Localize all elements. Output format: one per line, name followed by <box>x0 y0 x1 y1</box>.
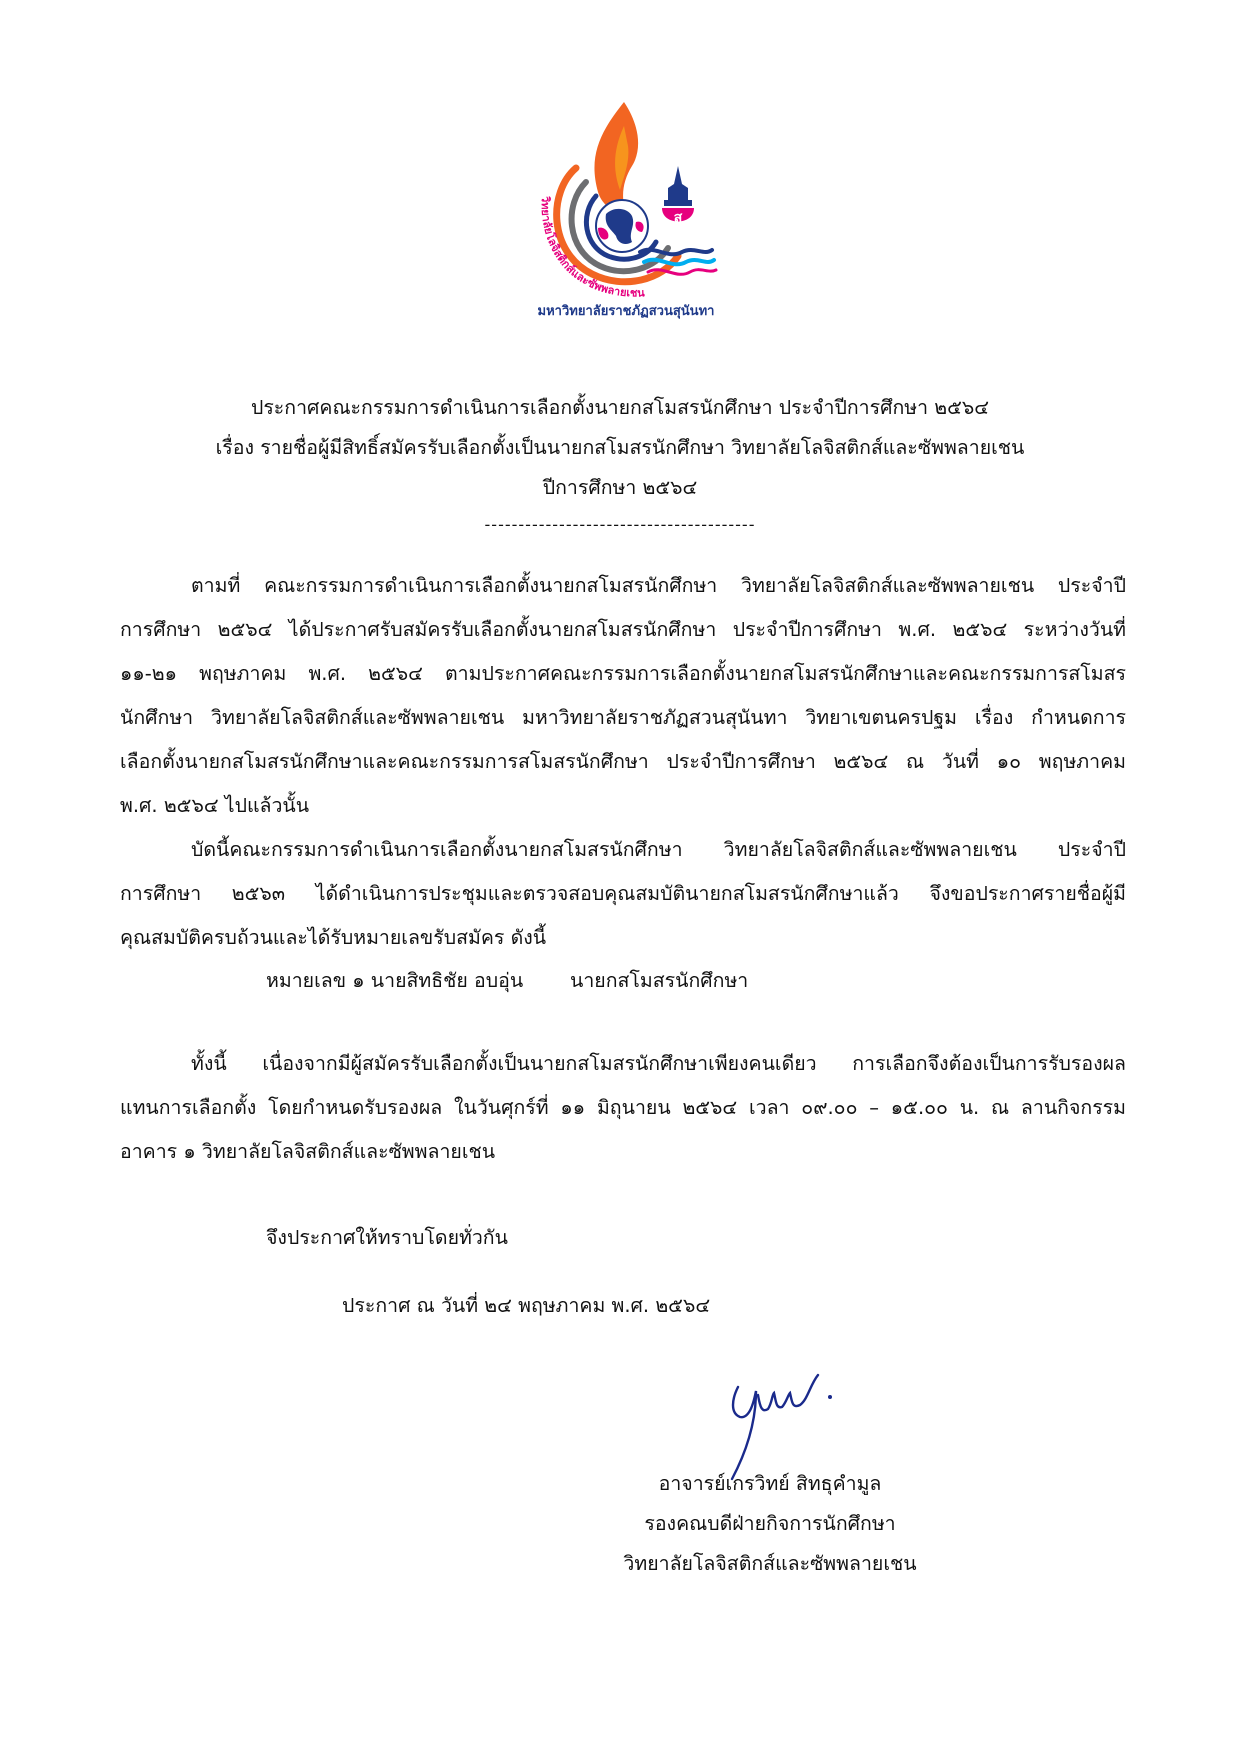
signatory-name: อาจารย์เกรวิทย์ สิทธุคำมูล <box>658 1472 882 1495</box>
signatory-title: รองคณบดีฝ่ายกิจการนักศึกษา <box>644 1512 896 1535</box>
signatory-organization: วิทยาลัยโลจิสติกส์และซัพพลายเชน <box>623 1552 917 1575</box>
paragraph-1-line: พ.ศ. ๒๕๖๔ ไปแล้วนั้น <box>120 794 310 817</box>
college-logo <box>528 96 728 326</box>
announcement-subject: เรื่อง รายชื่อผู้มีสิทธิ์สมัครรับเลือกตั้งเป็นนายกสโมสรนักศึกษา วิทยาลัยโลจิสติกส์และซัพพลายเชน <box>215 436 1025 459</box>
paragraph-2-line: คุณสมบัติครบถ้วนและได้รับหมายเลขรับสมัคร ดังนี้ <box>120 926 547 949</box>
emblem-icon <box>668 166 688 200</box>
paragraph-3-line: แทนการเลือกตั้ง โดยกำหนดรับรองผล ในวันศุกร์ที่ ๑๑ มิถุนายน ๒๕๖๔ เวลา ๐๙.๐๐ – ๑๕.๐๐ น. ณ ลานกิจกรรม <box>120 1096 1126 1119</box>
announcement-date: ประกาศ ณ วันที่ ๒๔ พฤษภาคม พ.ศ. ๒๕๖๔ <box>342 1294 711 1317</box>
announcement-title: ประกาศคณะกรรมการดำเนินการเลือกตั้งนายกสโมสรนักศึกษา ประจำปีการศึกษา ๒๕๖๔ <box>250 396 990 419</box>
paragraph-1-line: ๑๑-๒๑ พฤษภาคม พ.ศ. ๒๕๖๔ ตามประกาศคณะกรรมการเลือกตั้งนายกสโมสรนักศึกษาและคณะกรรมการสโมสร <box>120 662 1126 685</box>
title-separator: ---------------------------------------- <box>484 515 756 534</box>
closing-notice: จึงประกาศให้ทราบโดยทั่วกัน <box>266 1226 508 1249</box>
candidate-position: นายกสโมสรนักศึกษา <box>570 969 749 992</box>
svg-text:ส: ส <box>673 210 683 226</box>
paragraph-1-line: นักศึกษา วิทยาลัยโลจิสติกส์และซัพพลายเชน มหาวิทยาลัยราชภัฏสวนสุนันทา วิทยาเขตนครปฐม เรื่อง กำหนดการ <box>120 706 1126 729</box>
signature <box>710 1355 860 1485</box>
paragraph-1-line: เลือกตั้งนายกสโมสรนักศึกษาและคณะกรรมการสโมสรนักศึกษา ประจำปีการศึกษา ๒๕๖๔ ณ วันที่ ๑๐ พฤษภาคม <box>120 750 1126 773</box>
candidate-number-name: หมายเลข ๑ นายสิทธิชัย อบอุ่น <box>266 969 524 992</box>
logo-arc-text: วิทยาลัยโลจิสติกส์และซัพพลายเชน <box>538 195 645 300</box>
paragraph-1-line: ตามที่ คณะกรรมการดำเนินการเลือกตั้งนายกสโมสรนักศึกษา วิทยาลัยโลจิสติกส์และซัพพลายเชน ประจำปี <box>191 574 1126 597</box>
announcement-year: ปีการศึกษา ๒๕๖๔ <box>542 476 698 499</box>
paragraph-3-line: ทั้งนี้ เนื่องจากมีผู้สมัครรับเลือกตั้งเป็นนายกสโมสรนักศึกษาเพียงคนเดียว การเลือกจึงต้องเป็นการรับรองผล <box>191 1052 1126 1075</box>
paragraph-1-line: การศึกษา ๒๕๖๔ ได้ประกาศรับสมัครรับเลือกตั้งนายกสโมสรนักศึกษา ประจำปีการศึกษา พ.ศ. ๒๕๖๔ ระหว่างวันที่ <box>120 618 1126 641</box>
paragraph-2-line: บัดนี้คณะกรรมการดำเนินการเลือกตั้งนายกสโมสรนักศึกษา วิทยาลัยโลจิสติกส์และซัพพลายเชน ประจำปี <box>191 838 1126 861</box>
paragraph-2-line: การศึกษา ๒๕๖๓ ได้ดำเนินการประชุมและตรวจสอบคุณสมบัตินายกสโมสรนักศึกษาแล้ว จึงขอประกาศรายชื่อผู้มี <box>120 882 1126 905</box>
logo-caption: มหาวิทยาลัยราชภัฏสวนสุนันทา <box>537 304 715 319</box>
paragraph-3-line: อาคาร ๑ วิทยาลัยโลจิสติกส์และซัพพลายเชน <box>120 1140 496 1163</box>
